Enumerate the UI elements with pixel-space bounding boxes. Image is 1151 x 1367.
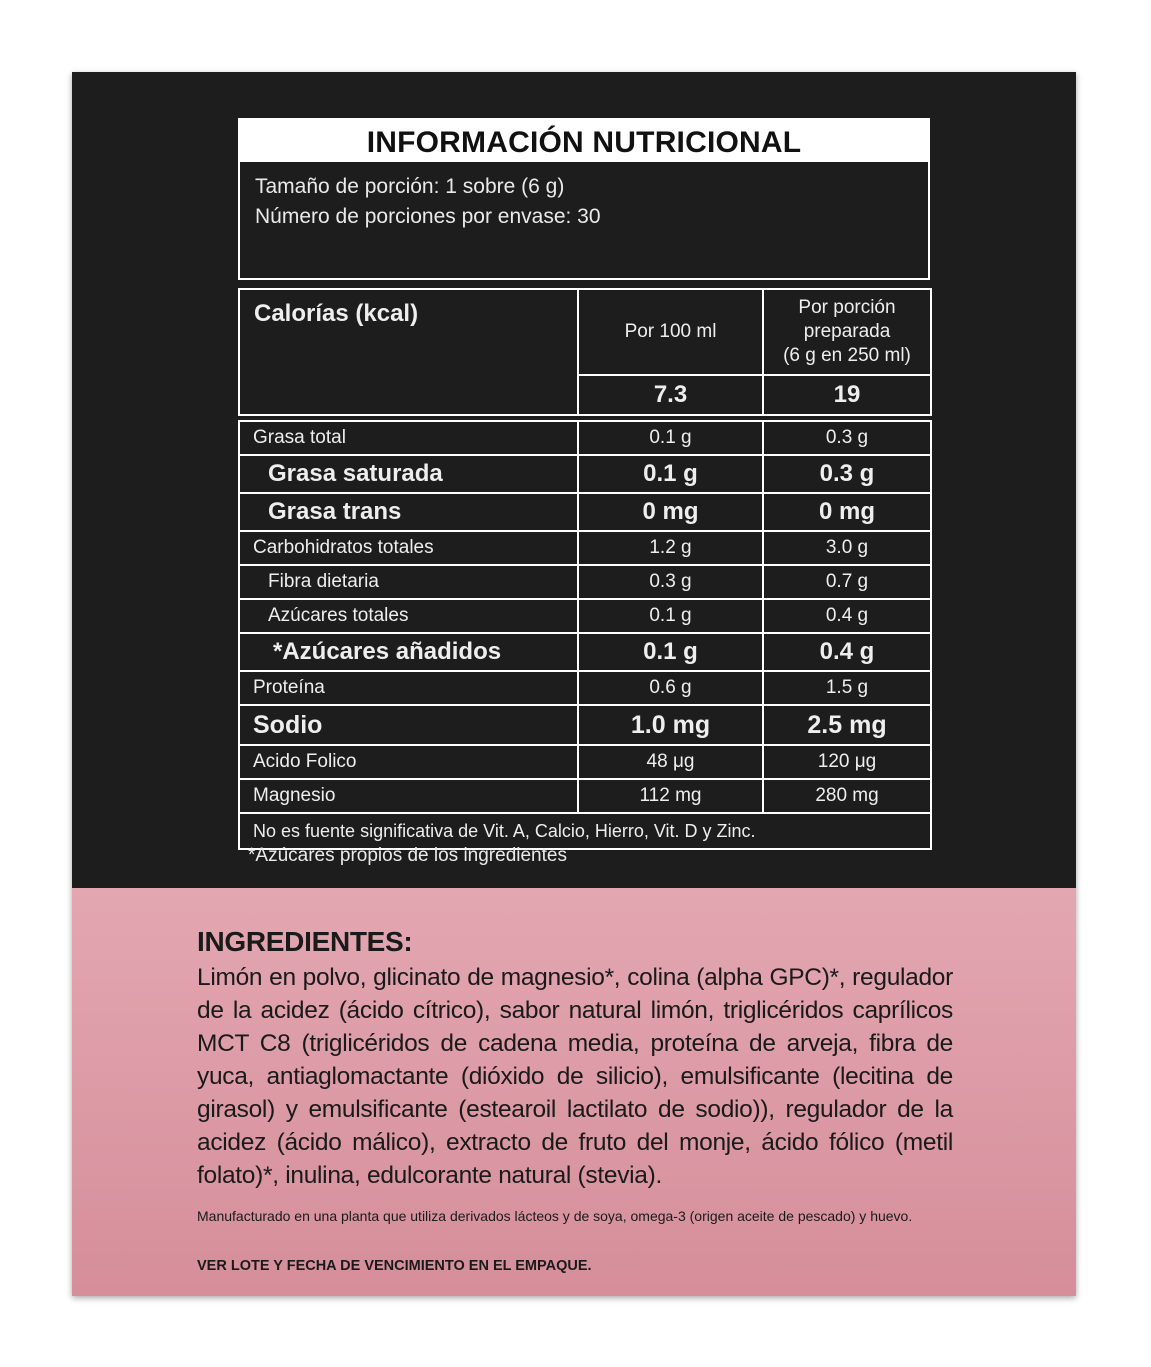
nutrient-label: Sodio [239,705,578,745]
nutrient-row [239,531,931,565]
lot-expiry-note: VER LOTE Y FECHA DE VENCIMIENTO EN EL EMPAQUE. [197,1258,592,1274]
serving-size: Tamaño de porción: 1 sobre (6 g) [255,175,565,198]
ingredients-title: INGREDIENTES: [197,926,413,957]
note-row [239,813,931,849]
nutrient-serving: 3.0 g [763,531,931,565]
nutrient-per100: 112 mg [578,779,763,813]
calories-label: Calorías (kcal) [239,289,578,415]
nutrition-note: No es fuente significativa de Vit. A, Calcio, Hierro, Vit. D y Zinc. [239,813,931,849]
nutrient-per100: 0.3 g [578,565,763,599]
nutrient-row [239,779,931,813]
col-serving-header [763,289,931,375]
nutrient-row [239,671,931,705]
nutrient-per100: 1.2 g [578,531,763,565]
nutrient-label: Azúcares totales [239,599,578,633]
nutrient-serving: 0.3 g [763,455,931,493]
nutrient-label: Grasa total [239,421,578,455]
nutrient-label: Acido Folico [239,745,578,779]
sugar-footnote: *Azúcares propios de los ingredientes [248,845,567,866]
nutrient-serving: 0.3 g [763,421,931,455]
nutrition-table [238,288,932,850]
nutrient-serving: 0 mg [763,493,931,531]
nutrient-label: Proteína [239,671,578,705]
nutrient-row [239,421,931,455]
nutrient-label: Grasa saturada [239,455,578,493]
col-per100-header: Por 100 ml [578,289,763,375]
nutrient-serving: 0.4 g [763,599,931,633]
ingredients-text: Limón en polvo, glicinato de magnesio*, colina (alpha GPC)*, regulador de la acidez (ácido cítrico), sabor natural limón, triglicéridos caprílicos MCT C8 (triglicéridos de cadena media, proteína de arveja, fibra de yuca, antiaglomactante (dióxido de silicio), emulsificante (lecitina de girasol) y emulsificante (estearoil lactilato de sodio)), regulador de la acidez (ácido málico), extracto de fruto del monje, ácido fólico (metil folato)*, inulina, edulcorante natural (stevia). [197,964,953,1189]
nutrient-row [239,455,931,493]
nutrition-title: INFORMACIÓN NUTRICIONAL [238,118,930,162]
nutrient-label: *Azúcares añadidos [239,633,578,671]
nutrient-per100: 1.0 mg [578,705,763,745]
nutrient-row [239,599,931,633]
nutrient-row [239,493,931,531]
col-serving-line2: preparada [803,321,891,342]
calories-per100: 7.3 [578,375,763,415]
nutrient-label: Grasa trans [239,493,578,531]
nutrient-per100: 0.1 g [578,455,763,493]
nutrient-label: Carbohidratos totales [239,531,578,565]
table-gap [238,280,930,288]
col-serving-line1: Por porción [798,297,896,318]
nutrient-row [239,565,931,599]
nutrient-per100: 0.1 g [578,599,763,633]
nutrient-label: Fibra dietaria [239,565,578,599]
nutrient-serving: 1.5 g [763,671,931,705]
nutrient-serving: 2.5 mg [763,705,931,745]
servings-per-container: Número de porciones por envase: 30 [255,205,601,228]
calories-serving: 19 [763,375,931,415]
nutrient-per100: 0.6 g [578,671,763,705]
nutrient-serving: 120 μg [763,745,931,779]
nutrient-row [239,705,931,745]
serving-info [238,162,930,280]
col-serving-line3: (6 g en 250 ml) [783,345,911,366]
nutrient-per100: 48 μg [578,745,763,779]
nutrient-per100: 0 mg [578,493,763,531]
nutrient-per100: 0.1 g [578,421,763,455]
nutrient-label: Magnesio [239,779,578,813]
nutrient-per100: 0.1 g [578,633,763,671]
nutrition-facts-panel [238,118,930,850]
nutrient-row [239,745,931,779]
nutrient-serving: 280 mg [763,779,931,813]
nutrient-serving: 0.4 g [763,633,931,671]
nutrient-row [239,633,931,671]
nutrient-serving: 0.7 g [763,565,931,599]
header-row [239,289,931,375]
manufacturing-note: Manufacturado en una planta que utiliza derivados lácteos y de soya, omega-3 (origen aceite de pescado) y huevo. [197,1208,913,1224]
